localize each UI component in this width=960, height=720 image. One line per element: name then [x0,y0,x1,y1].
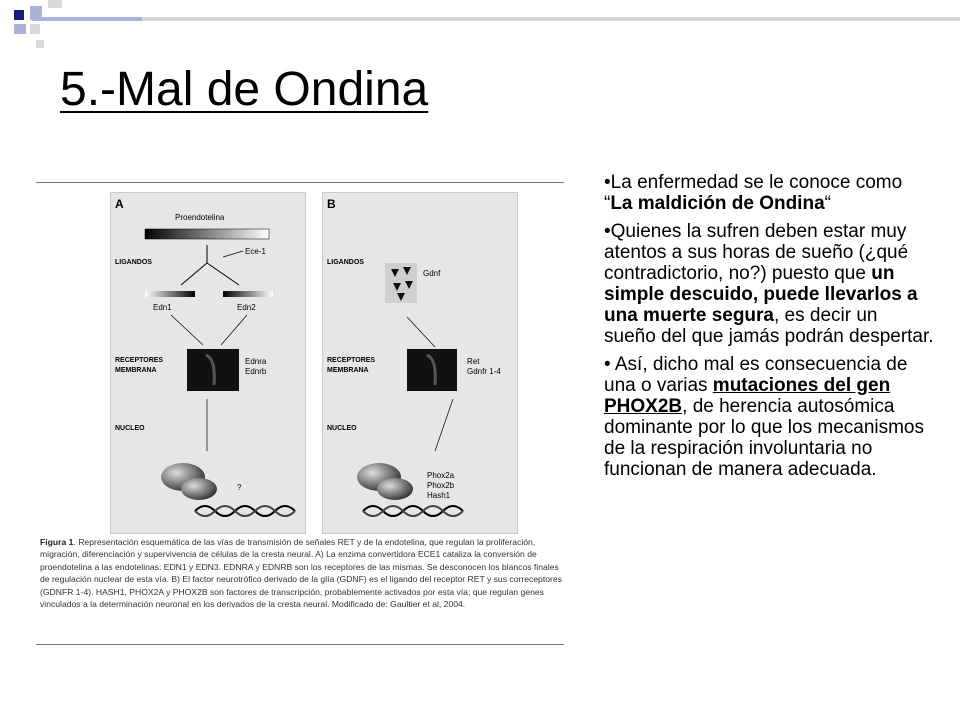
unknown-target-mark: ? [237,483,242,492]
ece1-label: Ece-1 [245,247,266,256]
figure-bottom-rule [36,644,564,645]
phox2b-label: Phox2b [427,481,455,490]
ednra-label: Ednra [245,357,267,366]
receptores-label: RECEPTORES [327,357,376,364]
hash1-label: Hash1 [427,491,451,500]
bullet-item [604,172,934,214]
ret-label: Ret [467,357,480,366]
panel-b-letter: B [327,197,336,211]
deco-square-gray [36,40,44,48]
membrana-label: MEMBRANA [115,367,157,374]
top-rule-bar [32,10,960,18]
phox2a-label: Phox2a [427,471,455,480]
nucleo-label: NUCLEO [327,425,357,432]
receptores-label: RECEPTORES [115,357,164,364]
bullet-text: •La enfermedad se le conoce como “ [604,172,903,214]
panel-a [110,192,306,534]
bullet-item [604,354,934,480]
membrana-label: MEMBRANA [327,367,369,374]
caption-label: Figura 1 [40,537,74,547]
deco-square-navy [14,10,24,20]
deco-square-gray [48,0,62,8]
pathway-figure [36,182,564,646]
ligandos-label: LIGANDOS [115,259,152,266]
figure-top-rule [36,182,564,183]
caption-text: . Representación esquemática de las vías de transmisión de señales RET y de la endotelina, que regulan la proliferación, migración, diferenciación y supervivencia de células de la cresta neural. A) La enzima convertidora ECE1 cataliza la conversión de proendotelina a las endotelinas: EDN1 y EDN3. EDNRA y EDNRB son los receptores de las mismas. Se desconocen los blancos finales de regulación nuclear de esta vía. B) El factor neurotrófico derivado de la glía (GDNF) es el ligando del receptor RET y sus correceptores (GDNFR 1-4). HASH1, PHOX2A y PHOX2B son factores de transcripción, probablemente activados por esta vía; que regulan genes vinculados a la determinación neuronal en los derivados de la cresta neural. Modificado de: Gaultier et al, 2004. [40,537,562,610]
deco-square-gray [30,24,40,34]
proendotelina-label: Proendotelina [175,213,225,222]
gdnf-label: Gdnf [423,269,441,278]
nucleo-label: NUCLEO [115,425,145,432]
bullet-text: , es decir un sueño del que jamás podrán despertar. [604,305,934,347]
panel-a-letter: A [115,197,124,211]
bullet-underlined-text: mutaciones del gen PHOX2B [604,375,891,417]
figure-caption [40,536,562,610]
bullet-bold-text: La maldición de Ondina [610,193,825,214]
ednrb-label: Ednrb [245,367,267,376]
panel-b [322,192,518,534]
bullet-bold-text: un simple descuido, puede llevarlos a una muerte segura [604,263,918,326]
bullet-text: • Así, dicho mal es consecuencia de una o varias [604,354,908,396]
deco-square-periwinkle [14,24,26,34]
bullet-text: •Quienes la sufren deben estar muy atentos a sus horas de sueño (¿qué contradictorio, no?) puesto que [604,221,909,284]
slide-title: 5.-Mal de Ondina [60,63,429,116]
bullet-text: “ [824,193,831,214]
edn2-label: Edn2 [237,303,256,312]
top-rule-graphic [32,15,960,23]
bullet-item [604,221,934,347]
bullet-list [604,172,934,487]
ligandos-label: LIGANDOS [327,259,364,266]
edn1-label: Edn1 [153,303,172,312]
bullet-text: , de herencia autosómica dominante por lo que los mecanismos de la respiración involuntaria no funcionan de manera adecuada. [604,396,925,480]
gdnfr-label: Gdnfr 1-4 [467,367,501,376]
